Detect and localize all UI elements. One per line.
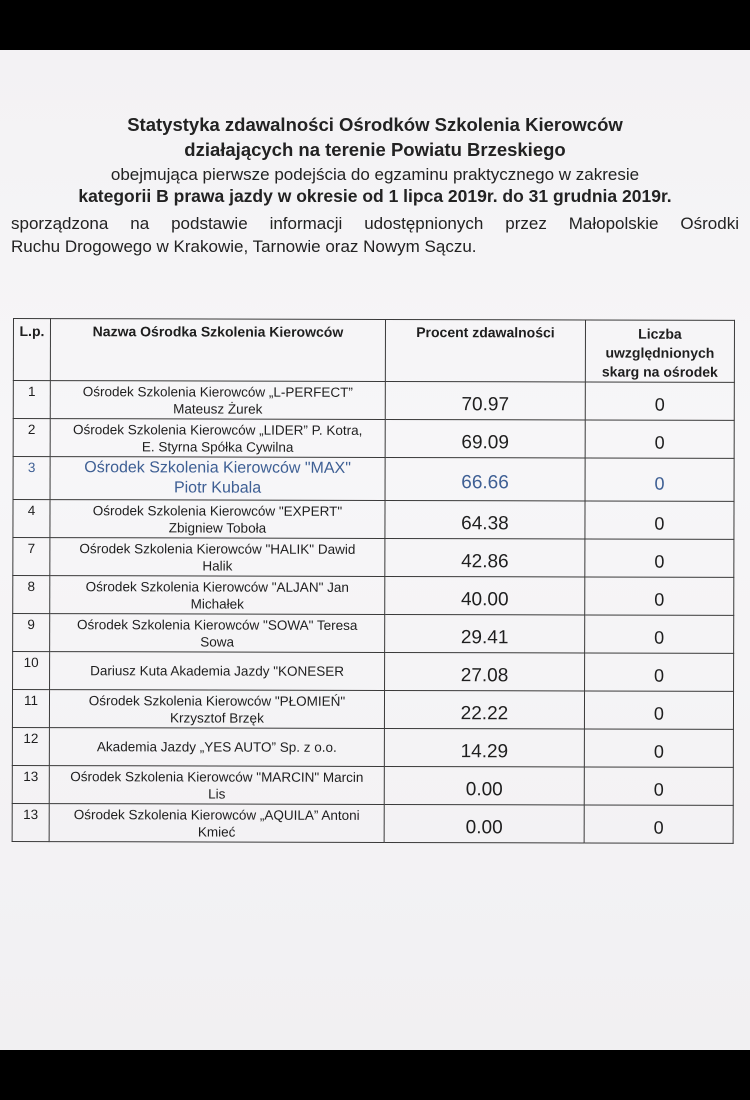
row-name-line-1: Ośrodek Szkolenia Kierowców "ALJAN" Jan [85, 578, 349, 595]
row-complaints: 0 [585, 653, 734, 691]
row-name-line-1: Ośrodek Szkolenia Kierowców "PŁOMIEŃ" [88, 692, 346, 709]
row-pct: 66.66 [385, 457, 585, 501]
table-row [12, 690, 733, 730]
table-row [13, 457, 734, 502]
header-name: Nazwa Ośrodka Szkolenia Kierowców [50, 319, 385, 382]
table-header-row [13, 319, 734, 383]
row-name [49, 690, 384, 729]
title-line-2: działających na terenie Powiatu Brzeskiego [184, 139, 566, 160]
row-pct: 69.09 [385, 419, 585, 458]
row-name-line-2: Zbigniew Toboła [168, 519, 267, 536]
row-name-line-2: E. Styrna Spółka Cywilna [141, 438, 294, 455]
row-pct: 14.29 [384, 728, 584, 767]
table-row [13, 419, 734, 459]
row-complaints: 0 [584, 767, 733, 805]
row-name-line-1: Ośrodek Szkolenia Kierowców „L-PERFECT” [82, 383, 353, 400]
row-complaints: 0 [585, 420, 734, 458]
row-pct: 22.22 [384, 690, 584, 729]
table-row [13, 576, 734, 616]
row-name-line-2: Kmieć [197, 823, 236, 840]
row-name-line-2: Krzysztof Brzęk [170, 709, 264, 726]
document-header [0, 112, 750, 207]
row-lp: 12 [12, 727, 49, 765]
row-name [50, 457, 385, 501]
row-name [50, 381, 385, 420]
row-lp: 3 [13, 457, 50, 500]
row-name [50, 419, 385, 458]
subtitle: obejmująca pierwsze podejścia do egzaminu praktycznego w zakresie [110, 165, 640, 184]
row-complaints: 0 [585, 539, 734, 577]
header-complaints-line-3: skarg na ośrodek [601, 363, 718, 380]
table-row [12, 765, 733, 805]
row-complaints: 0 [584, 805, 733, 843]
source-line-1: sporządzona na podstawie informacji udostępnionych przez Małopolskie Ośrodki [11, 214, 739, 233]
row-pct: 29.41 [385, 614, 585, 653]
row-lp: 2 [13, 419, 50, 457]
row-complaints: 0 [584, 729, 733, 767]
row-name [50, 652, 385, 691]
header-complaints-line-2: uwzględnionych [605, 344, 715, 361]
row-name-line-1: Ośrodek Szkolenia Kierowców "MAX" [84, 459, 351, 477]
row-lp: 9 [13, 614, 50, 652]
period-line: kategorii B prawa jazdy w okresie od 1 lipca 2019r. do 31 grudnia 2019r. [78, 186, 672, 206]
header-complaints-line-1: Liczba [638, 325, 682, 342]
title-line-1: Statystyka zdawalności Ośrodków Szkolenia Kierowców [127, 114, 623, 135]
row-pct: 27.08 [385, 652, 585, 691]
row-name [49, 728, 384, 767]
table-row [13, 381, 734, 421]
header-pct: Procent zdawalności [385, 319, 585, 382]
row-lp: 13 [12, 765, 49, 803]
row-lp: 11 [12, 690, 49, 728]
row-name-line-2: Mateusz Żurek [173, 400, 263, 417]
row-lp: 8 [13, 576, 50, 614]
table-row [13, 614, 734, 654]
row-name-line-1: Dariusz Kuta Akademia Jazdy "KONESER [90, 663, 345, 679]
table-row [12, 727, 733, 767]
row-name-line-2: Michałek [190, 595, 244, 612]
row-pct: 64.38 [385, 500, 585, 539]
row-complaints: 0 [584, 691, 733, 729]
row-pct: 0.00 [384, 766, 584, 805]
table-row [13, 500, 734, 540]
row-name [49, 804, 384, 843]
document-page [0, 50, 750, 1050]
source-paragraph [11, 212, 739, 258]
row-lp: 13 [12, 803, 49, 841]
row-name-line-1: Ośrodek Szkolenia Kierowców "SOWA" Teresa [76, 616, 358, 633]
row-name-line-1: Ośrodek Szkolenia Kierowców "MARCIN" Marcin [70, 768, 364, 785]
row-pct: 40.00 [385, 576, 585, 615]
row-lp: 7 [13, 538, 50, 576]
row-lp: 1 [13, 381, 50, 419]
header-complaints [585, 320, 734, 382]
row-name-line-2: Lis [208, 786, 226, 802]
header-lp: L.p. [13, 319, 50, 381]
table-row [12, 803, 733, 843]
row-name [49, 766, 384, 805]
statistics-table [12, 318, 735, 844]
row-complaints: 0 [585, 577, 734, 615]
row-lp: 4 [13, 500, 50, 538]
row-pct: 0.00 [384, 804, 584, 843]
row-name-line-1: Ośrodek Szkolenia Kierowców „AQUILA” Antoni [73, 806, 360, 823]
row-name-line-2: Sowa [200, 633, 235, 650]
row-name [50, 500, 385, 539]
row-name [50, 538, 385, 577]
row-name-line-1: Akademia Jazdy „YES AUTO” Sp. z o.o. [96, 739, 337, 755]
row-name-line-2: Piotr Kubala [173, 479, 262, 497]
source-line-2: Ruchu Drogowego w Krakowie, Tarnowie oraz Nowym Sączu. [11, 237, 477, 256]
row-complaints: 0 [585, 458, 734, 501]
row-name [50, 614, 385, 653]
row-complaints: 0 [585, 615, 734, 653]
row-name-line-1: Ośrodek Szkolenia Kierowców "HALIK" Dawid [79, 540, 356, 557]
row-pct: 42.86 [385, 538, 585, 577]
table-row [13, 652, 734, 692]
table-row [13, 538, 734, 578]
row-name [50, 576, 385, 615]
row-complaints: 0 [585, 382, 734, 420]
row-pct: 70.97 [385, 381, 585, 420]
row-lp: 10 [13, 652, 50, 690]
row-name-line-1: Ośrodek Szkolenia Kierowców "EXPERT" [92, 502, 343, 519]
row-complaints: 0 [585, 501, 734, 539]
row-name-line-1: Ośrodek Szkolenia Kierowców „LIDER” P. Kotra, [73, 421, 363, 438]
row-name-line-2: Halik [202, 557, 233, 574]
